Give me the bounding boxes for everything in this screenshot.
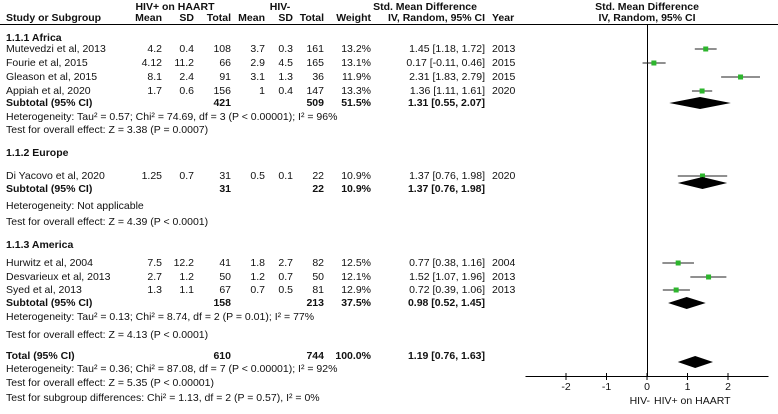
- study-marker: [676, 261, 681, 266]
- study-name: Hurwitz et al, 2004: [6, 257, 93, 269]
- header-plot-method: IV, Random, 95% CI: [598, 12, 696, 24]
- total1: 91: [219, 71, 231, 83]
- total1: 31: [219, 170, 231, 182]
- sd2: 0.7: [278, 271, 293, 283]
- effect-ci: 1.52 [1.07, 1.96]: [409, 271, 485, 283]
- subtotal-label: Subtotal (95% CI): [6, 97, 93, 109]
- mean1: 8.1: [147, 71, 162, 83]
- effect-ci: 0.72 [0.39, 1.06]: [409, 284, 485, 296]
- mean1: 4.12: [141, 57, 162, 69]
- weight: 11.9%: [342, 71, 371, 83]
- total2: 81: [312, 284, 324, 296]
- effect-ci: 2.31 [1.83, 2.79]: [409, 71, 485, 83]
- mean2: 1: [259, 85, 265, 97]
- subtotal-diamond: [668, 297, 706, 309]
- weight: 13.1%: [341, 57, 371, 69]
- mean1: 1.25: [141, 170, 162, 182]
- weight: 51.5%: [341, 97, 371, 109]
- header-year: Year: [492, 12, 515, 24]
- total-label: Total (95% CI): [6, 350, 75, 362]
- study-marker: [738, 75, 743, 80]
- effect-ci: 0.77 [0.38, 1.16]: [409, 257, 485, 269]
- header-sd2: SD: [278, 12, 293, 24]
- effect-ci: 0.17 [-0.11, 0.46]: [406, 57, 485, 69]
- header-total2: Total: [299, 12, 324, 24]
- total2: 36: [312, 71, 324, 83]
- year: 2015: [492, 71, 516, 83]
- footer-text: Test for subgroup differences: Chi² = 1.13, df = 2 (P = 0.57), I² = 0%: [6, 392, 320, 404]
- overall-effect-text: Test for overall effect: Z = 4.13 (P < 0.0001): [6, 329, 209, 341]
- sd1: 1.1: [179, 284, 194, 296]
- total1: 50: [219, 271, 231, 283]
- sd1: 11.2: [174, 57, 194, 69]
- total2: 165: [306, 57, 324, 69]
- x-tick-label: 2: [725, 381, 731, 393]
- header-mean1: Mean: [135, 12, 162, 24]
- mean2: 3.1: [250, 71, 265, 83]
- x-tick-label: -1: [601, 381, 612, 393]
- sd1: 1.2: [179, 271, 194, 283]
- footer-text: Test for overall effect: Z = 5.35 (P < 0.00001): [6, 377, 214, 389]
- study-name: Fourie et al, 2015: [6, 57, 88, 69]
- study-name: Di Yacovo et al, 2020: [6, 170, 105, 182]
- total2: 22: [312, 183, 324, 195]
- overall-effect-text: Test for overall effect: Z = 3.38 (P = 0.0007): [6, 124, 209, 136]
- weight: 13.2%: [341, 43, 371, 55]
- study-name: Appiah et al, 2020: [6, 85, 91, 97]
- header-plot-title: Std. Mean Difference: [595, 1, 699, 13]
- effect-ci: 0.98 [0.52, 1.45]: [407, 297, 485, 309]
- heterogeneity-text: Heterogeneity: Not applicable: [6, 200, 144, 212]
- study-marker: [700, 89, 705, 94]
- heterogeneity-text: Heterogeneity: Tau² = 0.57; Chi² = 74.69, df = 3 (P < 0.00001); I² = 96%: [6, 111, 338, 123]
- weight: 10.9%: [341, 170, 371, 182]
- subtotal-diamond: [678, 177, 727, 189]
- sd2: 2.7: [278, 257, 293, 269]
- subgroup-title: 1.1.2 Europe: [6, 147, 69, 159]
- sd1: 0.7: [179, 170, 194, 182]
- total2: 213: [306, 297, 324, 309]
- total1: 67: [219, 284, 231, 296]
- total2: 50: [312, 271, 324, 283]
- x-label-left: HIV-: [629, 395, 650, 407]
- total1: 421: [213, 97, 231, 109]
- total2: 22: [312, 170, 324, 182]
- mean1: 1.3: [147, 284, 162, 296]
- weight: 12.9%: [341, 284, 371, 296]
- effect-ci: 1.31 [0.55, 2.07]: [407, 97, 485, 109]
- study-marker: [674, 288, 679, 293]
- sd2: 0.4: [278, 85, 293, 97]
- mean1: 7.5: [147, 257, 162, 269]
- study-name: Syed et al, 2013: [6, 284, 82, 296]
- header-method: IV, Random, 95% CI: [387, 12, 485, 24]
- sd2: 0.5: [278, 284, 293, 296]
- mean2: 1.8: [250, 257, 265, 269]
- x-tick-label: -2: [561, 381, 571, 393]
- header-study: Study or Subgroup: [6, 12, 102, 24]
- total-diamond: [678, 356, 713, 368]
- total1: 158: [213, 297, 231, 309]
- study-marker: [651, 61, 656, 66]
- header-mean2: Mean: [238, 12, 265, 24]
- study-marker: [703, 47, 708, 52]
- subgroup-title: 1.1.3 America: [6, 239, 74, 251]
- mean1: 2.7: [147, 271, 162, 283]
- total1: 41: [219, 257, 231, 269]
- total2: 147: [306, 85, 324, 97]
- total1: 66: [219, 57, 231, 69]
- subtotal-label: Subtotal (95% CI): [6, 183, 93, 195]
- study-name: Mutevedzi et al, 2013: [6, 43, 106, 55]
- mean2: 2.9: [250, 57, 265, 69]
- weight: 100.0%: [335, 350, 371, 362]
- mean2: 0.5: [250, 170, 265, 182]
- sd2: 0.3: [278, 43, 293, 55]
- mean2: 3.7: [250, 43, 265, 55]
- effect-ci: 1.19 [0.76, 1.63]: [407, 350, 485, 362]
- weight: 37.5%: [341, 297, 371, 309]
- total2: 744: [306, 350, 324, 362]
- sd2: 0.1: [278, 170, 293, 182]
- x-label-right: HIV+ on HAART: [654, 395, 731, 407]
- sd1: 12.2: [173, 257, 194, 269]
- header-sd1: SD: [179, 12, 194, 24]
- x-tick-label: 0: [644, 381, 650, 393]
- mean1: 1.7: [147, 85, 162, 97]
- total1: 108: [213, 43, 231, 55]
- study-name: Gleason et al, 2015: [6, 71, 98, 83]
- footer-text: Heterogeneity: Tau² = 0.36; Chi² = 87.08, df = 7 (P < 0.00001); I² = 92%: [6, 363, 338, 375]
- effect-ci: 1.45 [1.18, 1.72]: [409, 43, 485, 55]
- total1: 156: [213, 85, 231, 97]
- header-weight: Weight: [336, 12, 371, 24]
- weight: 10.9%: [341, 183, 371, 195]
- heterogeneity-text: Heterogeneity: Tau² = 0.13; Chi² = 8.74, df = 2 (P = 0.01); I² = 77%: [6, 311, 315, 323]
- mean2: 0.7: [250, 284, 265, 296]
- study-marker: [706, 275, 711, 280]
- year: 2013: [492, 284, 516, 296]
- study-name: Desvarieux et al, 2013: [6, 271, 111, 283]
- header-group2: HIV-: [269, 1, 291, 13]
- effect-ci: 1.36 [1.11, 1.61]: [409, 85, 485, 97]
- effect-ci: 1.37 [0.76, 1.98]: [409, 170, 485, 182]
- sd1: 0.6: [179, 85, 194, 97]
- subtotal-label: Subtotal (95% CI): [6, 297, 93, 309]
- mean2: 1.2: [250, 271, 265, 283]
- year: 2004: [492, 257, 516, 269]
- total2: 161: [306, 43, 324, 55]
- subgroup-title: 1.1.1 Africa: [6, 32, 62, 44]
- sd1: 0.4: [179, 43, 194, 55]
- total2: 509: [306, 97, 324, 109]
- year: 2013: [492, 271, 516, 283]
- subtotal-diamond: [669, 97, 731, 109]
- x-tick-label: 1: [684, 381, 691, 393]
- year: 2015: [492, 57, 516, 69]
- overall-effect-text: Test for overall effect: Z = 4.39 (P < 0.0001): [6, 216, 209, 228]
- year: 2020: [492, 85, 516, 97]
- weight: 13.3%: [341, 85, 371, 97]
- sd2: 4.5: [278, 57, 293, 69]
- total1: 31: [219, 183, 231, 195]
- effect-ci: 1.37 [0.76, 1.98]: [407, 183, 485, 195]
- total2: 82: [312, 257, 324, 269]
- header-effect: Std. Mean Difference: [373, 1, 477, 13]
- sd2: 1.3: [278, 71, 293, 83]
- year: 2020: [492, 170, 516, 182]
- weight: 12.1%: [341, 271, 371, 283]
- year: 2013: [492, 43, 516, 55]
- mean1: 4.2: [147, 43, 162, 55]
- total1: 610: [213, 350, 231, 362]
- sd1: 2.4: [179, 71, 194, 83]
- header-group1: HIV+ on HAART: [135, 1, 215, 13]
- header-total1: Total: [206, 12, 231, 24]
- weight: 12.5%: [341, 257, 371, 269]
